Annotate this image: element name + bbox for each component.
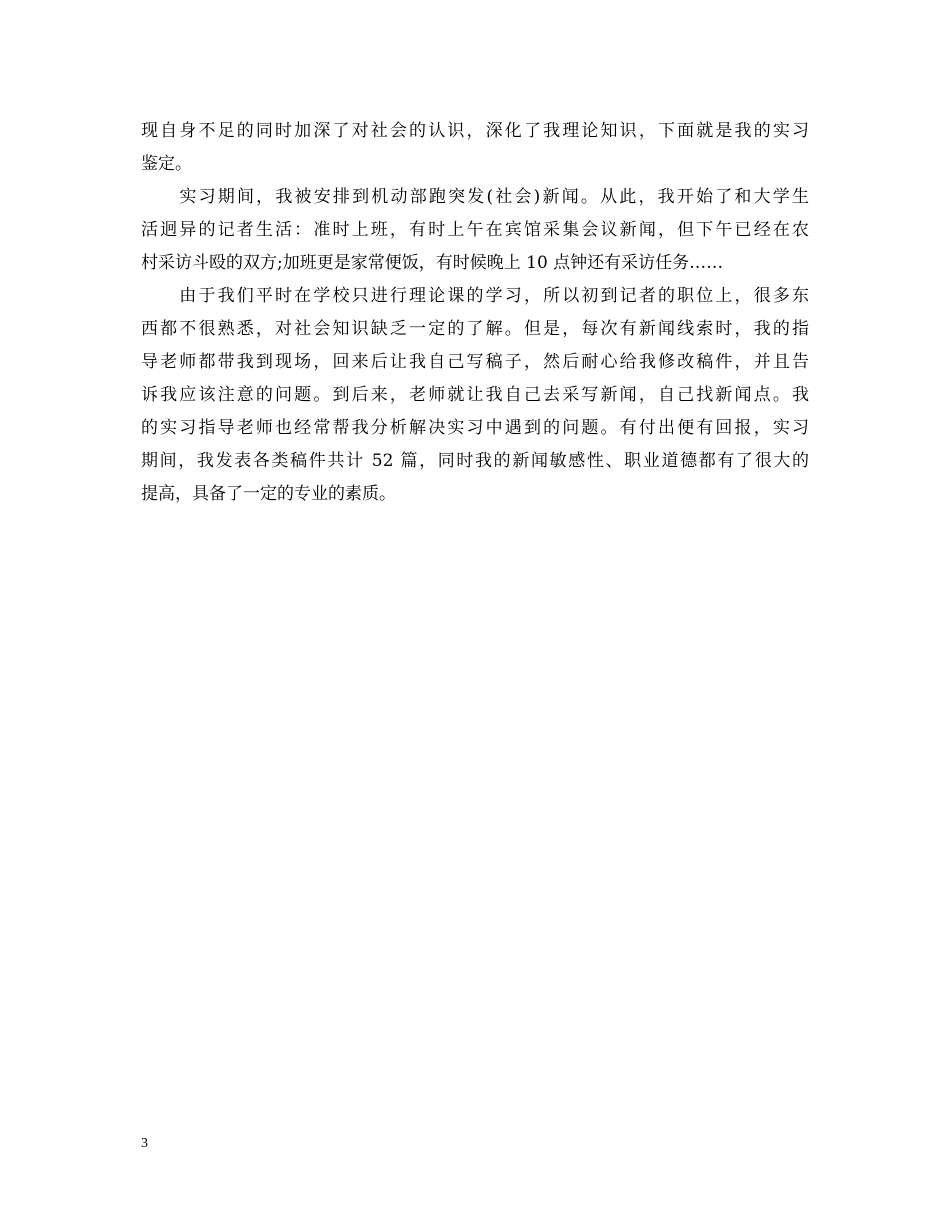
body-text: [141, 115, 809, 511]
text-line: 导老师都带我到现场，回来后让我自己写稿子，然后耐心给我修改稿件，并且告: [141, 352, 809, 372]
page-number: 3: [141, 1136, 148, 1151]
paragraph-1: [141, 115, 809, 181]
text-line: 提高，具备了一定的专业的素质。: [141, 484, 396, 504]
text-line: 诉我应该注意的问题。到后来，老师就让我自己去采写新闻，自己找新闻点。我: [141, 385, 809, 405]
paragraph-2: [141, 181, 809, 280]
text-line: 活迥异的记者生活：准时上班，有时上午在宾馆采集会议新闻，但下午已经在农: [141, 220, 809, 240]
text-line: 现自身不足的同时加深了对社会的认识，深化了我理论知识，下面就是我的实习: [141, 121, 809, 141]
text-line: 实习期间，我被安排到机动部跑突发(社会)新闻。从此，我开始了和大学生: [141, 187, 809, 207]
text-line: 由于我们平时在学校只进行理论课的学习，所以初到记者的职位上，很多东: [141, 286, 809, 306]
text-line: 村采访斗殴的双方;加班更是家常便饭，有时候晚上 10 点钟还有采访任务……: [141, 253, 724, 273]
text-line: 鉴定。: [141, 154, 192, 174]
text-line: 期间，我发表各类稿件共计 52 篇，同时我的新闻敏感性、职业道德都有了很大的: [141, 451, 809, 471]
paragraph-3: [141, 280, 809, 511]
text-line: 西都不很熟悉，对社会知识缺乏一定的了解。但是，每次有新闻线索时，我的指: [141, 319, 809, 339]
text-line: 的实习指导老师也经常帮我分析解决实习中遇到的问题。有付出便有回报，实习: [141, 418, 809, 438]
